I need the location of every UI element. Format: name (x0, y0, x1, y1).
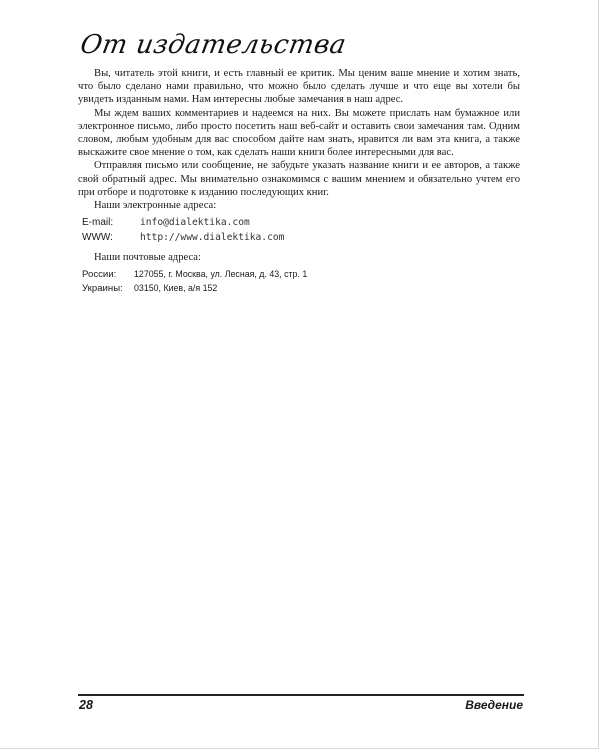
email-row (78, 215, 520, 230)
website-link[interactable]: http://www.dialektika.com (140, 232, 285, 244)
page-number: 28 (79, 698, 93, 712)
paragraph-feedback: Мы ждем ваших комментариев и надеемся на них. Вы можете прислать нам бумажное или электронное письмо, либо просто посетить наш веб-сайт и оставить свои замечания там. Одним словом, любым удобным для вас способом дайте нам знать, нравится ли вам эта книга, а также выскажите свое мнение о том, как сделать наши книги более интересными для вас. (78, 107, 520, 159)
russia-address: 127055, г. Москва, ул. Лесная, д. 43, стр. 1 (134, 268, 308, 280)
email-link[interactable]: info@dialektika.com (140, 217, 250, 229)
paragraph-instructions: Отправляя письмо или сообщение, не забудьте указать название книги и ее авторов, а также свой обратный адрес. Мы внимательно ознакомимся с вашим мнением и обязательно учтем его при отборе и подготовке к изданию последующих книг. (78, 160, 520, 198)
postal-addresses (78, 267, 520, 295)
paragraph-intro: Вы, читатель этой книги, и есть главный ее критик. Мы ценим ваше мнение и хотим знать, что было сделано нами правильно, что можно было сделать лучше и что еще вы хотели бы увидеть изданным нами. Нам интересны любые замечания в наш адрес. (78, 68, 520, 106)
postal-addresses-label: Наши почтовые адреса: (94, 252, 201, 264)
ukraine-address: 03150, Киев, а/я 152 (134, 282, 218, 294)
ukraine-row (78, 281, 520, 295)
www-row (78, 230, 520, 245)
section-name: Введение (465, 698, 523, 712)
electronic-addresses-label: Наши электронные адреса: (94, 200, 217, 212)
footer-rule (78, 694, 524, 696)
russia-key: России: (82, 268, 117, 280)
russia-row (78, 267, 520, 281)
page-title: От издательства (78, 30, 349, 60)
www-key: WWW: (82, 232, 113, 244)
body-text (78, 67, 520, 301)
electronic-addresses (78, 215, 520, 245)
ukraine-key: Украины: (82, 282, 123, 294)
email-key: E-mail: (82, 217, 114, 229)
